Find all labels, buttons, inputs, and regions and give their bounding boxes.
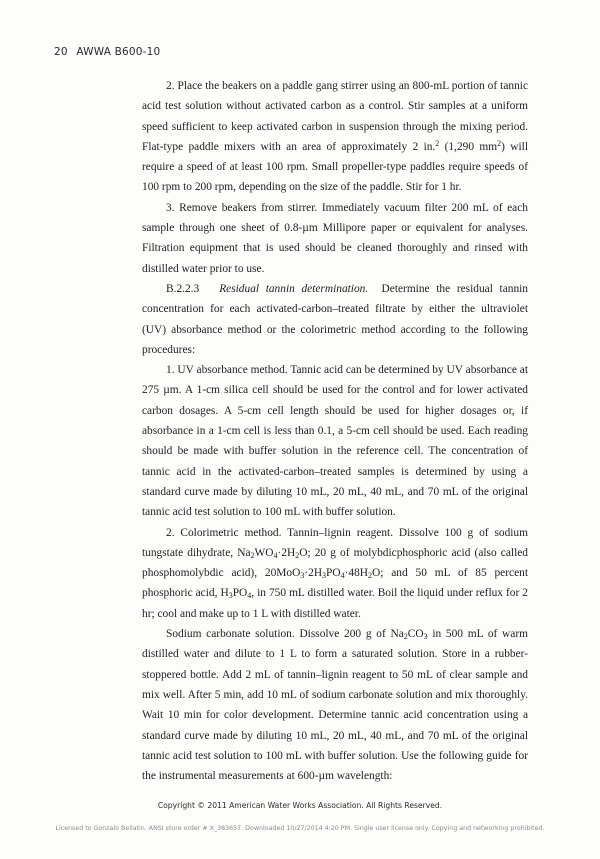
text-span: 2. Place the beakers on a paddle gang stirrer using an 800-mL portion of tannic acid test solution without activated carbon as a control. Stir samples at a uniform speed sufficient to keep activated carbon in suspension through the mixing period. Flat-type paddle mixers with an area of approximately 2 in. <box>142 80 528 153</box>
subscript: 2 <box>403 632 408 642</box>
running-header <box>54 46 160 58</box>
subscript: 2 <box>295 550 300 560</box>
subscript: 3 <box>423 632 428 642</box>
text-span: (1,290 mm <box>439 140 498 153</box>
superscript: 2 <box>435 138 440 148</box>
paragraph-colorimetric-method <box>142 523 528 624</box>
license-watermark: Licensed to Gonzalo Bellatin. ANSI store order # X_383657. Downloaded 10/27/2014 4:20 PM. Single user license only. Copying and networking prohibited. <box>55 825 545 832</box>
text-span: , in 750 mL distilled water. Boil the liquid under reflux for 2 hr; cool and make up to 1 L with distilled water. <box>142 587 528 620</box>
text-span: in 500 mL of warm distilled water and dilute to 1 L to form a saturated solution. Store in a rubber-stoppered bottle. Add 2 mL of tannin–lignin reagent to 50 mL of clear sample and mix well. After 5 min, add 10 mL of sodium carbonate solution and mix thoroughly. Wait 10 min for color development. Determine tannic acid concentration using a standard curve made by diluting 10 mL, 20 mL, 40 mL, and 70 mL of the original tannic acid test solution to 100 mL with buffer solution. Use the following guide for the instrumental measurements at 600-µm wavelength: <box>142 628 528 783</box>
subscript: 3 <box>300 571 305 581</box>
text-span: O; and 50 mL of 85 percent phosphoric acid, H <box>142 567 528 600</box>
section-title: Residual tannin determination. <box>219 282 369 295</box>
text-span: WO <box>254 546 274 559</box>
subscript: 3 <box>228 591 233 601</box>
text-span: PO <box>326 567 341 580</box>
text-span: O; 20 g of molybdicphosphoric acid (also called phosphomolybdic acid), 20MoO <box>142 546 528 580</box>
subscript: 3 <box>322 571 327 581</box>
subscript: 4 <box>247 591 252 601</box>
text-span: ) will require a speed of at least 100 rpm. Small propeller-type paddles require speeds of 100 rpm to 200 rpm, depending on the size of the paddle. Stir for 1 hr. <box>142 140 528 194</box>
subscript: 4 <box>273 550 278 560</box>
subscript: 2 <box>250 550 255 560</box>
copyright-notice: Copyright © 2011 American Water Works Association. All Rights Reserved. <box>157 801 443 810</box>
text-span: ·2H <box>277 546 296 559</box>
text-span: ·48H <box>344 567 369 580</box>
text-span: ·2H <box>304 567 323 580</box>
paragraph-step-3: 3. Remove beakers from stirrer. Immediately vacuum filter 200 mL of each sample through one sheet of 0.8-µm Millipore paper or equivalent for analyses. Filtration equipment that is used should be cleaned thoroughly and rinsed with distilled water prior to use. <box>142 201 528 275</box>
paragraph-step-2 <box>142 76 528 198</box>
text-span: CO <box>407 628 424 641</box>
text-span: Determine the residual tannin concentration for each activated-carbon–treated filtrate by either the ultraviolet (UV) absorbance method or the colorimetric method according to the following procedures: <box>142 282 528 356</box>
page-number: 20 <box>54 46 68 58</box>
paragraph-sodium-carbonate <box>142 624 528 786</box>
standard-designation: AWWA B600-10 <box>76 46 161 58</box>
text-span: PO <box>232 587 248 600</box>
section-number: B.2.2.3 <box>166 282 200 295</box>
subscript: 4 <box>340 571 345 581</box>
subscript: 2 <box>368 571 373 581</box>
text-span: 2. Colorimetric method. Tannin–lignin reagent. Dissolve 100 g of sodium tungstate dihydrate, Na <box>142 526 528 559</box>
body-text <box>142 76 528 786</box>
paragraph-uv-method: 1. UV absorbance method. Tannic acid can be determined by UV absorbance at 275 µm. A 1-cm silica cell should be used for the control and for lower activated carbon dosages. A 5-cm cell length should be used for higher dosages or, if absorbance in a 1-cm cell is less than 0.1, a 5-cm cell should be used. Each reading should be made with buffer solution in the reference cell. The concentration of tannic acid in the activated-carbon–treated samples is determined by using a standard curve made by diluting 10 mL, 20 mL, 40 mL, and 70 mL of the original tannic acid test solution to 100 mL with buffer solution. <box>142 364 528 519</box>
superscript: 2 <box>497 138 502 148</box>
paragraph-residual-tannin <box>142 279 528 360</box>
text-span: Sodium carbonate solution. Dissolve 200 g of Na <box>166 628 404 641</box>
